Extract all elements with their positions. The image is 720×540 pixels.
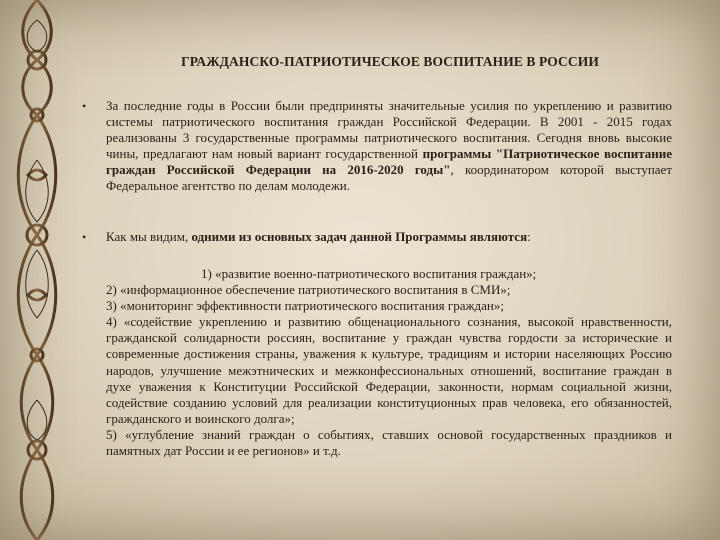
paragraph-programs — [106, 98, 672, 195]
paragraph-tasks-text-a: Как мы видим, — [106, 229, 192, 244]
list-item: 2) «информационное обеспечение патриотического воспитания в СМИ»; — [106, 282, 511, 298]
bullet-1: • — [82, 99, 87, 113]
paragraph-programs-text-a: За последние годы в России были предприняты значительные усилия по укреплению и развитию системы патриотического воспитания граждан Российской Федерации. В 2001 - 2015 годах реализованы 3 государственные программы патриотического воспитания. Сегодня вновь высокие чины, предлагают нам новый вариант государственной — [106, 98, 672, 162]
paragraph-tasks-text-b: : — [527, 229, 531, 244]
tasks-list — [106, 266, 672, 459]
list-item: 1) «развитие военно-патриотического воспитания граждан»; — [201, 266, 537, 281]
list-item: 4) «содействие укреплению и развитию общенационального сознания, высокой нравственности, гражданской солидарности россиян, воспитание у граждан чувства гордости за исторические и современные достижения страны, уважения к культуре, традициям и истории населяющих Россию народов, улучшение межэтнических и межконфессиональных отношений, воспитание граждан в духе уважения к Конституции Российской Федерации, законности, нормам социальной жизни, содействие созданию условий для реализации конституционных прав человека, его обязанностей, гражданского и воинского долга»; — [106, 314, 672, 426]
list-item: 3) «мониторинг эффективности патриотического воспитания граждан»; — [106, 298, 504, 314]
bullet-2: • — [82, 230, 87, 244]
celtic-ornament-border — [8, 0, 66, 540]
list-item: 5) «углубление знаний граждан о событиях, ставших основой государственных праздников и памятных дат России и ее регионов» и т.д. — [106, 426, 672, 459]
paragraph-tasks-intro — [106, 229, 672, 245]
slide-title: ГРАЖДАНСКО-ПАТРИОТИЧЕСКОЕ ВОСПИТАНИЕ В РОССИИ — [181, 54, 599, 69]
paragraph-programs-text-b: , координатором которой выступает Федеральное агентство по делам молодежи. — [106, 162, 673, 194]
paragraph-programs-bold: программы "Патриотическое воспитание граждан Российской Федерации на 2016-2020 годы" — [106, 146, 672, 178]
paragraph-tasks-bold: одними из основных задач данной Программы являются — [191, 229, 528, 244]
